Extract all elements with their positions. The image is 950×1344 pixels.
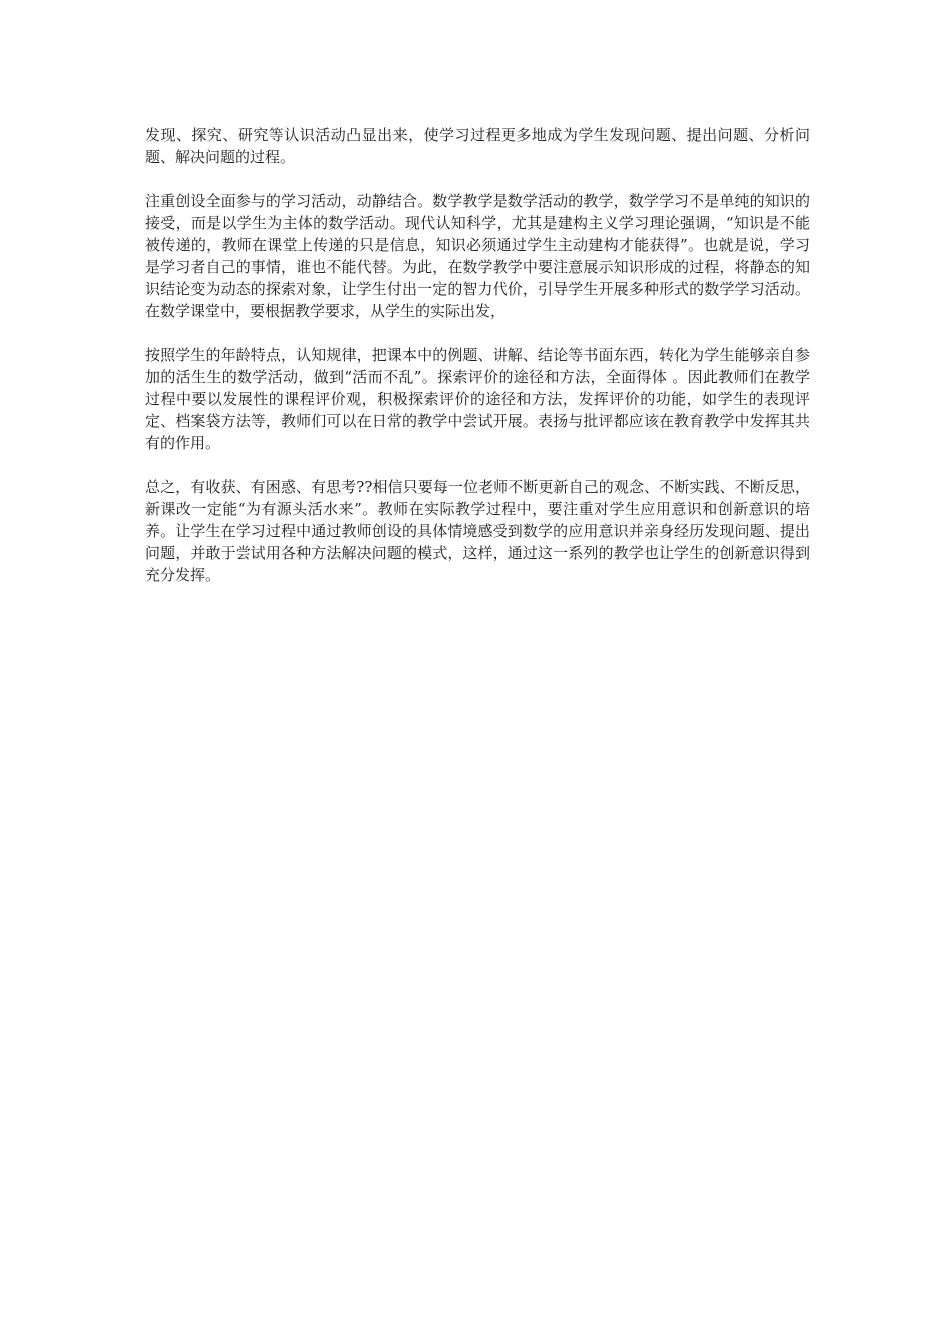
- paragraph-1: 发现、探究、研究等认识活动凸显出来，使学习过程更多地成为学生发现问题、提出问题、分析问题、解决问题的过程。: [145, 126, 810, 166]
- paragraph-3: 按照学生的年龄特点，认知规律，把课本中的例题、讲解、结论等书面东西，转化为学生能够亲自参加的活生生的数学活动，做到“活而不乱”。探索评价的途径和方法，全面得体 。因此教师们在教学过程中要以发展性的课程评价观，积极探索评价的途径和方法，发挥评价的功能，如学生的表现评定、档案袋方法等，教师们可以在日常的教学中尝试开展。表扬与批评都应该在教育教学中发挥其共有的作用。: [145, 346, 810, 452]
- paragraph-4: 总之，有收获、有困惑、有思考??相信只要每一位老师不断更新自己的观念、不断实践、不断反思，新课改一定能“为有源头活水来”。教师在实际教学过程中，要注重对学生应用意识和创新意识的培养。让学生在学习过程中通过教师创设的具体情境感受到数学的应用意识并亲身经历发现问题、提出问题，并敢于尝试用各种方法解决问题的模式，这样，通过这一系列的教学也让学生的创新意识得到充分发挥。: [145, 478, 810, 584]
- document-body: [145, 124, 810, 608]
- paragraph-2: 注重创设全面参与的学习活动，动静结合。数学教学是数学活动的教学，数学学习不是单纯的知识的接受，而是以学生为主体的数学活动。现代认知科学，尤其是建构主义学习理论强调，“知识是不能被传递的，教师在课堂上传递的只是信息，知识必须通过学生主动建构才能获得”。也就是说，学习是学习者自己的事情，谁也不能代替。为此，在数学教学中要注意展示知识形成的过程，将静态的知识结论变为动态的探索对象，让学生付出一定的智力代价，引导学生开展多种形式的数学学习活动。在数学课堂中，要根据教学要求，从学生的实际出发，: [145, 192, 810, 320]
